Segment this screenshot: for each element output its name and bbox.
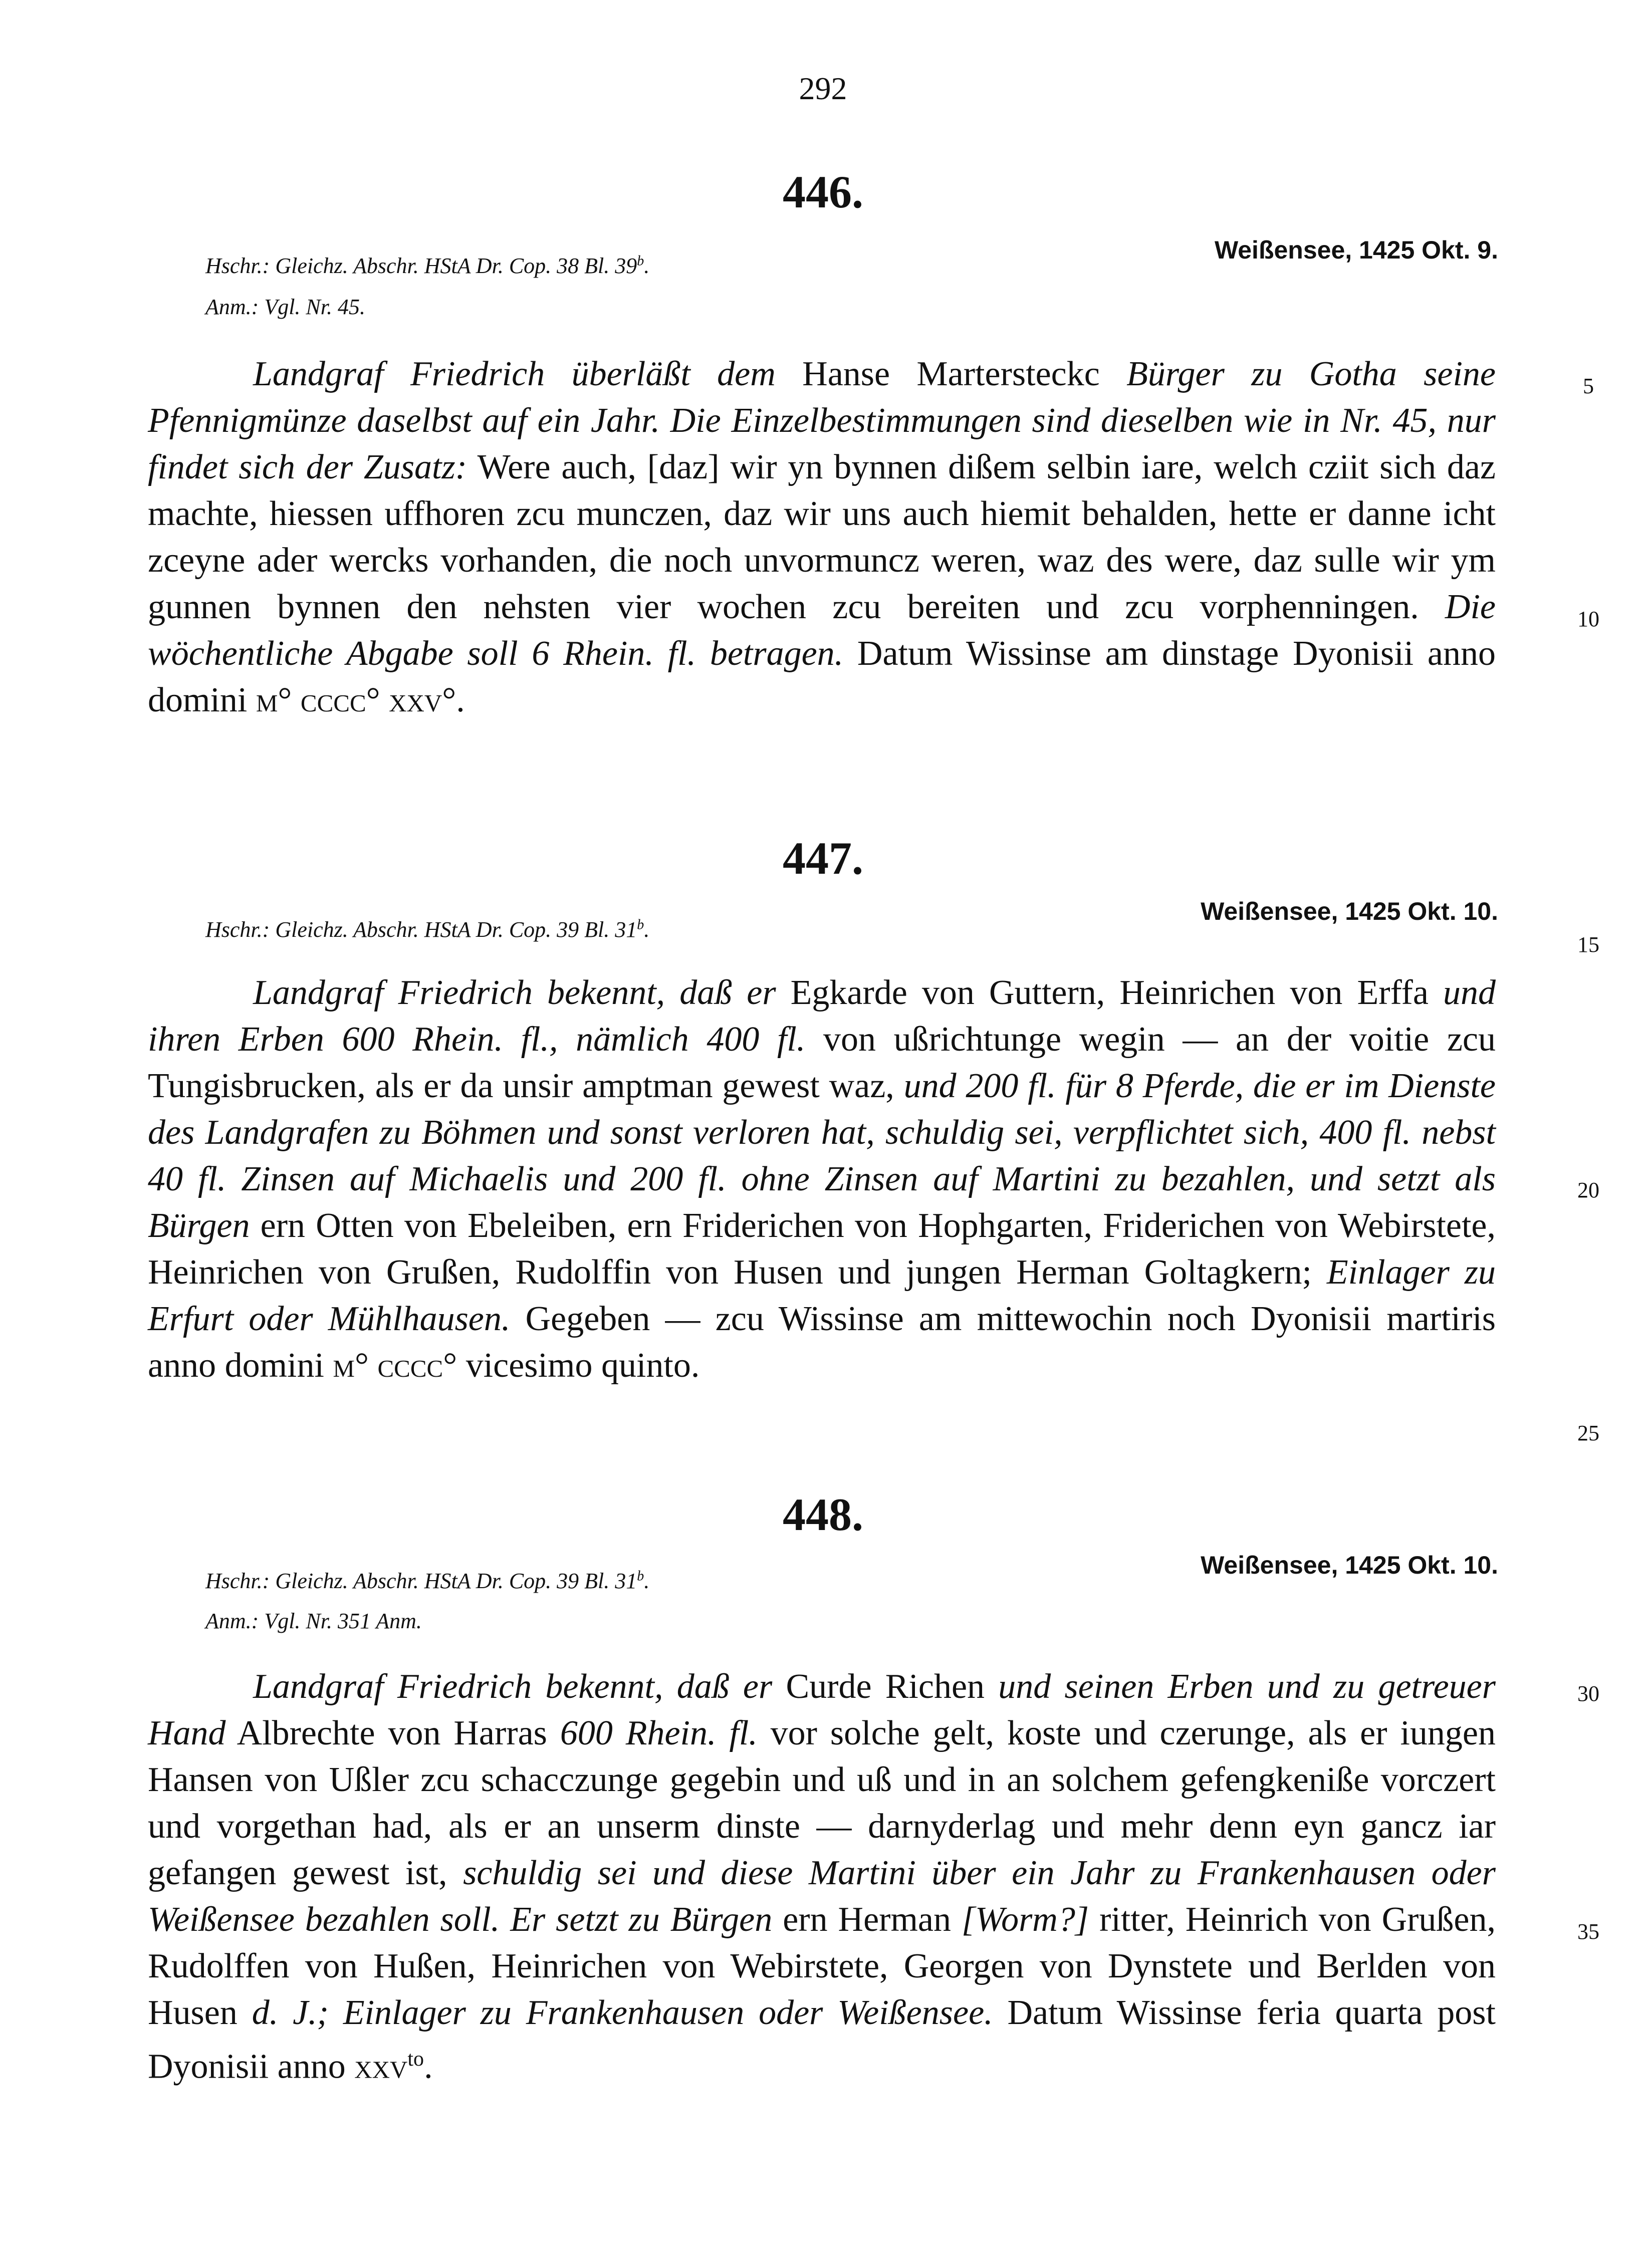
text-run: vicesimo quinto. (457, 1346, 700, 1385)
italic-run: Landgraf Friedrich bekennt, daß er (253, 973, 776, 1012)
text-run: ritter, Heinrich von Grußen, Rudolffen von Hußen, Heinrichen von Webirstete, Georgen von Dynstete und Berlden von Husen (148, 1900, 1496, 2032)
text-run: Albrechte von Harras (225, 1714, 560, 1752)
annotation-text: Vgl. Nr. 45. (264, 295, 366, 319)
manuscript-sup: b (637, 917, 644, 933)
text-run: Datum Wissinse feria quarta post Dyonisii anno (148, 1993, 1496, 2086)
smallcaps-run: m° cccc° (333, 1346, 457, 1385)
text-run: ern Herman (772, 1900, 962, 1939)
manuscript-text: Gleichz. Abschr. HStA Dr. Cop. 39 Bl. 31 (275, 917, 637, 942)
italic-run: schuldig sei und diese Martini über ein Jahr zu Frankenhausen oder Weißensee bezahlen soll. Er setzt zu Bürgen (148, 1854, 1496, 1939)
text-run: Datum Wissinse am dinstage Dyonisii anno domini (148, 634, 1496, 719)
regest-text (148, 1663, 1496, 2090)
page-number: 292 (799, 71, 847, 106)
line-number: 10 (1577, 607, 1599, 631)
document-body (148, 1663, 1496, 2090)
text-run: vor solche gelt, koste und czerunge, als er iungen Hansen von Ußler zcu schacczunge gegebin und uß und in an solchem gefengkeniße vorczert und vorgethan had, als er an unserm dinste — darnyderlag und mehr denn eyn gancz iar gefangen gewest ist, (148, 1714, 1496, 1892)
document-body (148, 351, 1496, 723)
manuscript-label: Hschr.: (205, 917, 270, 942)
manuscript-end: . (644, 917, 650, 942)
annotation-text: Vgl. Nr. 351 Anm. (264, 1609, 422, 1633)
annotation-label: Anm.: (205, 1609, 259, 1633)
text-run: Curde Richen (772, 1667, 999, 1706)
italic-run: Landgraf Friedrich bekennt, daß er (253, 1667, 773, 1706)
italic-run: und ihren Erben 600 Rhein. fl., nämlich 400 fl. (148, 973, 1496, 1059)
italic-run: Die wöchentliche Abgabe soll 6 Rhein. fl. betragen. (148, 588, 1496, 673)
annotation (205, 294, 365, 320)
italic-run: [Worm?] (961, 1900, 1089, 1939)
manuscript-text: Gleichz. Abschr. HStA Dr. Cop. 39 Bl. 31 (275, 1569, 637, 1593)
manuscript-source (205, 917, 649, 942)
italic-run: Bürger zu Gotha seine Pfennigmünze daselbst auf ein Jahr. Die Einzelbestimmungen sind dieselben wie in Nr. 45, nur findet sich der Zusatz: (148, 355, 1496, 486)
italic-run: und seinen Erben und zu getreuer Hand (148, 1667, 1496, 1752)
manuscript-source (205, 1568, 649, 1594)
text-run: Egkarde von Guttern, Heinrichen von Erffa (776, 973, 1443, 1012)
document-number: 446. (783, 166, 863, 217)
italic-run: d. J.; Einlager zu Frankenhausen oder Weißensee. (252, 1993, 993, 2032)
italic-run: Einlager zu Erfurt oder Mühlhausen. (148, 1253, 1496, 1338)
smallcaps-run: m° cccc° xxv°. (256, 681, 465, 719)
place-date: Weißensee, 1425 Okt. 10. (1201, 897, 1498, 925)
italic-run: 600 Rhein. fl. (560, 1714, 758, 1752)
document-body (148, 969, 1496, 1389)
smallcaps-run: xxv (354, 2047, 408, 2086)
place-date: Weißensee, 1425 Okt. 9. (1214, 236, 1498, 264)
manuscript-end: . (644, 1569, 650, 1593)
text-run: Hanse Martersteckc (775, 355, 1127, 393)
text-run: . (424, 2047, 433, 2086)
text-run: to (407, 2048, 424, 2071)
manuscript-sup: b (637, 253, 644, 269)
manuscript-label: Hschr.: (205, 1569, 270, 1593)
line-number: 5 (1583, 374, 1594, 398)
manuscript-text: Gleichz. Abschr. HStA Dr. Cop. 38 Bl. 39 (275, 254, 637, 278)
manuscript-label: Hschr.: (205, 254, 270, 278)
italic-run: Landgraf Friedrich überläßt dem (253, 355, 776, 393)
line-number: 20 (1577, 1178, 1599, 1202)
manuscript-end: . (644, 254, 650, 278)
annotation (205, 1608, 422, 1634)
regest-text (148, 969, 1496, 1389)
text-run: von ußrichtunge wegin — an der voitie zcu Tungisbrucken, als er da unsir amptman gewest waz, (148, 1020, 1496, 1105)
manuscript-source (205, 253, 649, 279)
annotation-label: Anm.: (205, 295, 259, 319)
text-run: Were auch, [daz] wir yn bynnen dißem selbin iare, welch cziit sich daz machte, hiessen uffhoren zcu munczen, daz wir uns auch hiemit behalden, hette er danne icht zceyne ader wercks vorhanden, die noch unvormuncz weren, waz des were, daz sulle wir ym gunnen bynnen den nehsten vier wochen zcu bereiten und zcu vorphenningen. (148, 448, 1496, 626)
manuscript-sup: b (637, 1568, 644, 1584)
italic-run: und 200 fl. für 8 Pferde, die er im Dienste des Landgrafen zu Böhmen und sonst verloren hat, schuldig sei, verpflichtet sich, 400 fl. nebst 40 fl. Zinsen auf Michaelis und 200 fl. ohne Zinsen auf Martini zu bezahlen, und setzt als Bürgen (148, 1067, 1496, 1245)
document-number: 448. (783, 1489, 863, 1540)
regest-text (148, 351, 1496, 723)
line-number: 15 (1577, 932, 1599, 957)
line-number: 30 (1577, 1681, 1599, 1706)
place-date: Weißensee, 1425 Okt. 10. (1201, 1551, 1498, 1579)
line-number: 25 (1577, 1421, 1599, 1445)
line-number: 35 (1577, 1919, 1599, 1944)
text-run: ern Otten von Ebeleiben, ern Friderichen von Hophgarten, Friderichen von Webirstete, Heinrichen von Grußen, Rudolffin von Husen und jungen Herman Goltagkern; (148, 1206, 1496, 1292)
document-number: 447. (783, 833, 863, 884)
text-run: Gegeben — zcu Wissinse am mittewochin noch Dyonisii martiris anno domini (148, 1300, 1496, 1385)
